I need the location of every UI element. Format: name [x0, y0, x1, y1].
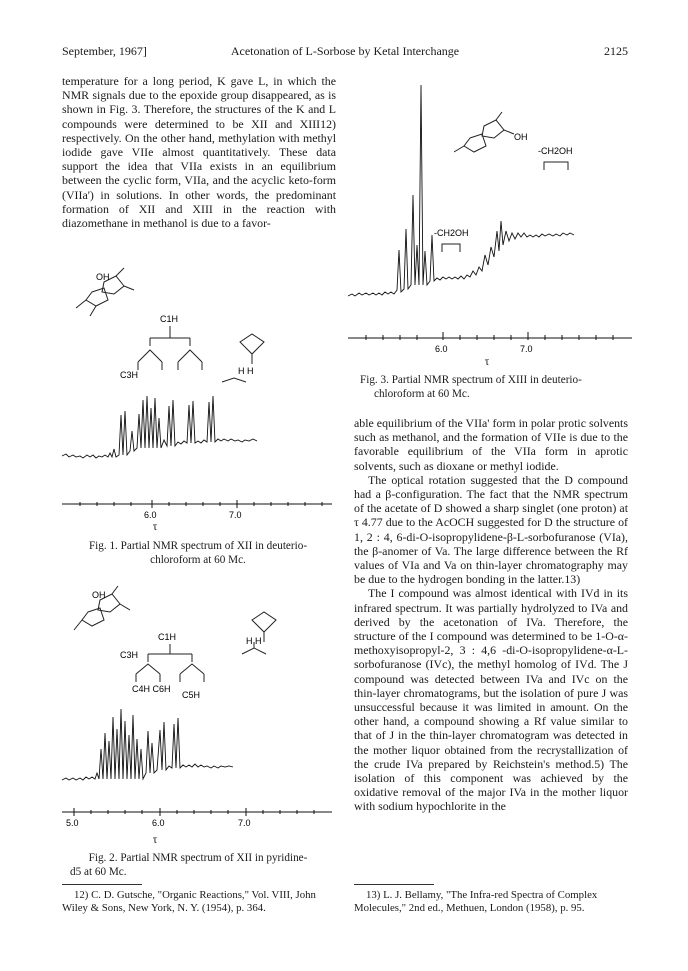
- fig1-c3h-label: C3H: [120, 370, 139, 380]
- fig1-trace: [62, 396, 257, 458]
- fig2-trace: [62, 709, 233, 780]
- fig1-hh-label: H H: [238, 366, 254, 376]
- figure-2-spectrum: [52, 580, 342, 830]
- fig3-tick-6: 6.0: [435, 344, 448, 354]
- figure-3-spectrum: [342, 86, 638, 376]
- fig2-tick-5: 5.0: [66, 818, 79, 828]
- header-title: Acetonation of L-Sorbose by Ketal Interchange: [230, 44, 460, 58]
- fig1-tick-7: 7.0: [229, 510, 242, 520]
- page-number: 2125: [604, 44, 628, 58]
- footnote-13: 13) L. J. Bellamy, "The Infra-red Spectra of Complex Molecules," 2nd ed., Methuen, London (1958), p. 95.: [354, 889, 598, 914]
- fig3-caption: [360, 374, 630, 401]
- fig2-tick-6: 6.0: [152, 818, 165, 828]
- fig3-structure: [454, 112, 514, 152]
- fig3-caption-line: Fig. 3. Partial NMR spectrum of XIII in deuterio-: [360, 374, 582, 386]
- footnote-rule: [62, 884, 142, 885]
- footnote-rule: [354, 884, 434, 885]
- fig2-caption: [56, 852, 340, 879]
- right-column-text: [354, 416, 628, 814]
- fig2-c3h-label: C3H: [120, 650, 139, 660]
- fig1-caption-line: Fig. 1. Partial NMR spectrum of XII in deuterio-: [88, 540, 308, 552]
- fig2-hh-label: H H: [246, 636, 262, 646]
- fig1-oh-label: OH: [96, 272, 110, 282]
- paragraph: The optical rotation suggested that the D compound had a β-configuration. The fact that the NMR spectrum of the acetate of D showed a sharp singlet (one proton) at τ 4.77 due to the AcOCH suggested for D the structure of 1, 2 : 4, 6-di-O-isopropylidene-β-L-sorbofuranose (VIa), the β-anomer of Va. The large difference between the Rf values of VIa and Va on thin-layer chromatography may be due to the hydrogen bonding in the latter.13): [354, 472, 628, 587]
- paragraph: able equilibrium of the VIIa' form in polar protic solvents such as methanol, and the formation of VIIe is due to the favorable equilibrium of the VIIa form in aprotic solvents, such as dioxane or methyl iodide.: [354, 416, 628, 473]
- fig1-caption: [56, 540, 340, 567]
- figure-1-spectrum: [52, 260, 342, 520]
- fig3-ch2oh-label-a: -CH2OH: [538, 146, 573, 156]
- fig2-c5h-label: C5H: [182, 690, 201, 700]
- fig2-caption-line: d5 at 60 Mc.: [70, 865, 127, 878]
- fig3-tick-7: 7.0: [520, 344, 533, 354]
- fig1-caption-line: chloroform at 60 Mc.: [150, 553, 246, 566]
- fig2-oh-label: OH: [92, 590, 106, 600]
- fig3-caption-line: chloroform at 60 Mc.: [374, 387, 470, 400]
- fig2-c1h-label: C1H: [158, 632, 177, 642]
- fig1-c1h-label: C1H: [160, 314, 179, 324]
- fig2-c4h-label: C4H C6H: [132, 684, 171, 694]
- paragraph: The I compound was almost identical with IVd in its infrared spectrum. It was partially hydrolyzed to IVa and derived by the acetonation of IVa. Therefore, the structure of the I compound was determined to be 1-O-α-methoxyisopropyl-2, 3 : 4,6 -di-O-isopropylidene-α-L-sorbofuranose (IVc), the methyl homolog of IVd. The J compound was detected between IVa and IVc on the thin-layer chromatograms, but the isolation of pure J was unsuccessful because it was limited in amount. On the other hand, a compound showing a Rf value similar to that of J in the thin-layer chromatogram was detected in the mother liquor obtained from the recrystallization of the crude IVa prepared by Reichstein's method.5) The isolation of this component was achieved by the oxidative removal of the major IVa in the mother liquor with sodium hypochlorite in the: [354, 586, 628, 814]
- fig3-tau: τ: [484, 356, 490, 368]
- fig2-caption-line: Fig. 2. Partial NMR spectrum of XII in pyridine-: [88, 852, 308, 864]
- fig3-trace: [348, 85, 574, 296]
- running-header: [62, 44, 628, 60]
- fig1-tick-6: 6.0: [144, 510, 157, 520]
- fig3-oh-label: OH: [514, 132, 528, 142]
- fig2-tick-7: 7.0: [238, 818, 251, 828]
- paragraph: temperature for a long period, K gave L, in which the NMR signals due to the epoxide group disappeared, as is shown in Fig. 3. Therefore, the structures of the K and L compounds were determined to be XII and XIII12) respectively. On the other hand, methylation with methyl iodide gave VIIe almost quantitatively. These data support the idea that VIIa exists in an equilibrium between the cyclic form, VIIa, and the acyclic keto-form (VIIa') in solutions. In other words, the predominant formation of XII and XIII in the reaction with diazomethane in methanol is due to a favor-: [62, 74, 336, 231]
- fig3-ch2oh-label-b: -CH2OH: [434, 228, 469, 238]
- fig1-tau: τ: [152, 521, 158, 533]
- left-column-text: [62, 74, 336, 230]
- footnote-12: 12) C. D. Gutsche, "Organic Reactions," Vol. VIII, John Wiley & Sons, New York, N. Y. (1954), p. 364.: [62, 889, 316, 914]
- fig2-tau: τ: [152, 834, 158, 846]
- header-date: September, 1967]: [62, 44, 147, 58]
